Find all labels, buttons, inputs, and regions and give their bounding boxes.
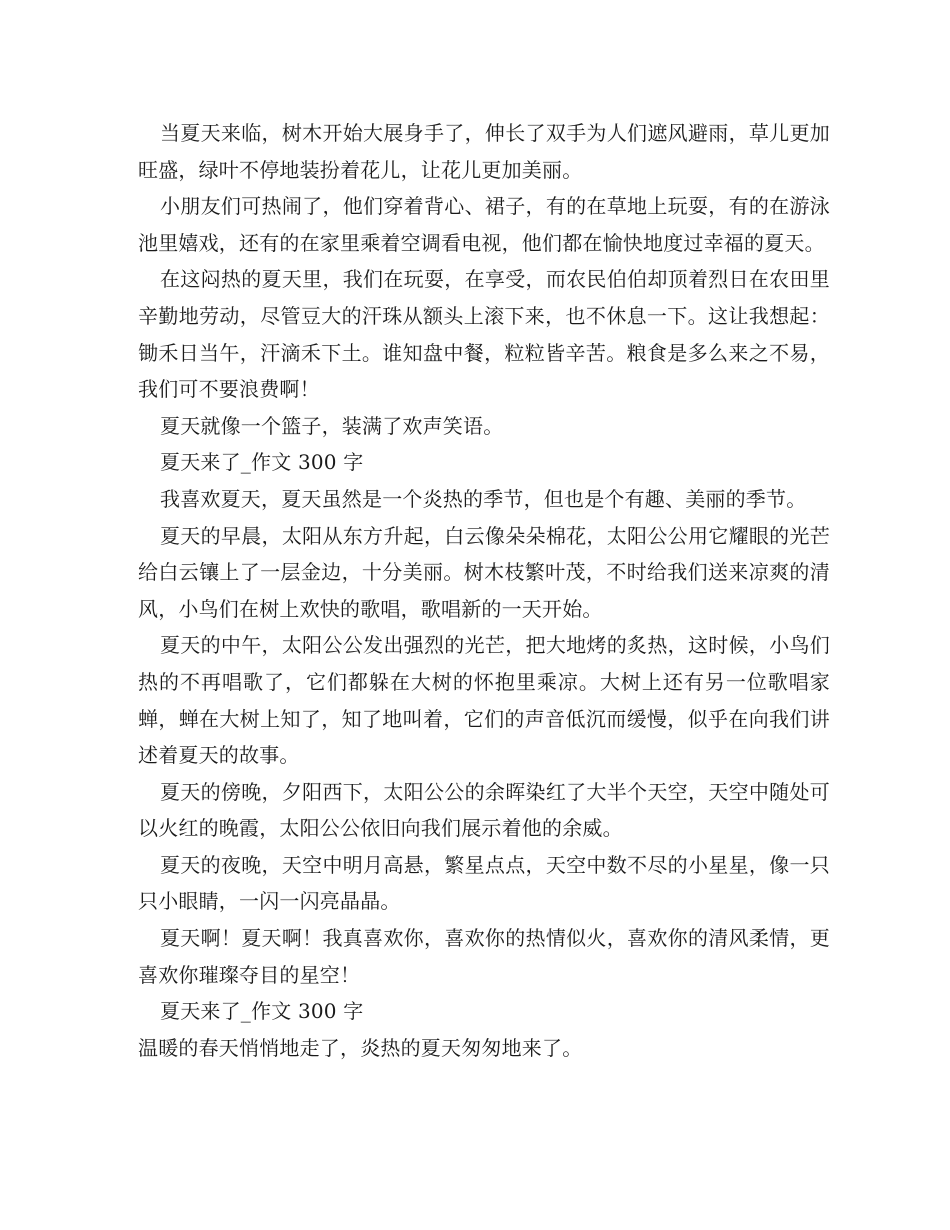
paragraph-7: 夏天的早晨，太阳从东方升起，白云像朵朵棉花，太阳公公用它耀眼的光芒给白云镶上了一层金边，十分美丽。树木枝繁叶茂，不时给我们送来凉爽的清风，小鸟们在树上欢快的歌唱，歌唱新的一天开始。 — [138, 523, 830, 621]
paragraph-2: 小朋友们可热闹了，他们穿着背心、裙子，有的在草地上玩耍，有的在游泳池里嬉戏，还有的在家里乘着空调看电视，他们都在愉快地度过幸福的夏天。 — [138, 194, 830, 255]
paragraph-9: 夏天的傍晚，夕阳西下，太阳公公的余晖染红了大半个天空，天空中随处可以火红的晚霞，太阳公公依旧向我们展示着他的余威。 — [138, 779, 830, 841]
paragraph-6: 我喜欢夏天，夏天虽然是一个炎热的季节，但也是个有趣、美丽的季节。 — [160, 486, 807, 511]
paragraph-3: 在这闷热的夏天里，我们在玩耍，在享受，而农民伯伯却顶着烈日在农田里辛勤地劳动，尽管豆大的汗珠从额头上滚下来，也不休息一下。这让我想起：锄禾日当午，汗滴禾下土。谁知盘中餐，粒粒皆辛苦。粮食是多么来之不易，我们可不要浪费啊！ — [138, 267, 830, 402]
paragraph-4: 夏天就像一个篮子，装满了欢声笑语。 — [160, 413, 504, 438]
paragraph-13: 温暖的春天悄悄地走了，炎热的夏天匆匆地来了。 — [138, 1035, 583, 1060]
paragraph-10: 夏天的夜晚，天空中明月高悬，繁星点点，天空中数不尽的小星星，像一只只小眼睛，一闪一闪亮晶晶。 — [138, 852, 830, 914]
section-heading-2: 夏天来了_作文 300 字 — [160, 999, 364, 1024]
section-heading: 夏天来了_作文 300 字 — [160, 450, 364, 475]
paragraph-11: 夏天啊！夏天啊！我真喜欢你，喜欢你的热情似火，喜欢你的清风柔情，更喜欢你璀璨夺目的星空！ — [138, 926, 830, 987]
paragraph-8: 夏天的中午，太阳公公发出强烈的光芒，把大地烤的炙热，这时候，小鸟们热的不再唱歌了，它们都躲在大树的怀抱里乘凉。大树上还有另一位歌唱家蝉，蝉在大树上知了，知了地叫着，它们的声音低沉而缓慢，似乎在向我们讲述着夏天的故事。 — [138, 633, 830, 768]
paragraph-1: 当夏天来临，树木开始大展身手了，伸长了双手为人们遮风避雨，草儿更加旺盛，绿叶不停地装扮着花儿，让花儿更加美丽。 — [138, 121, 830, 182]
